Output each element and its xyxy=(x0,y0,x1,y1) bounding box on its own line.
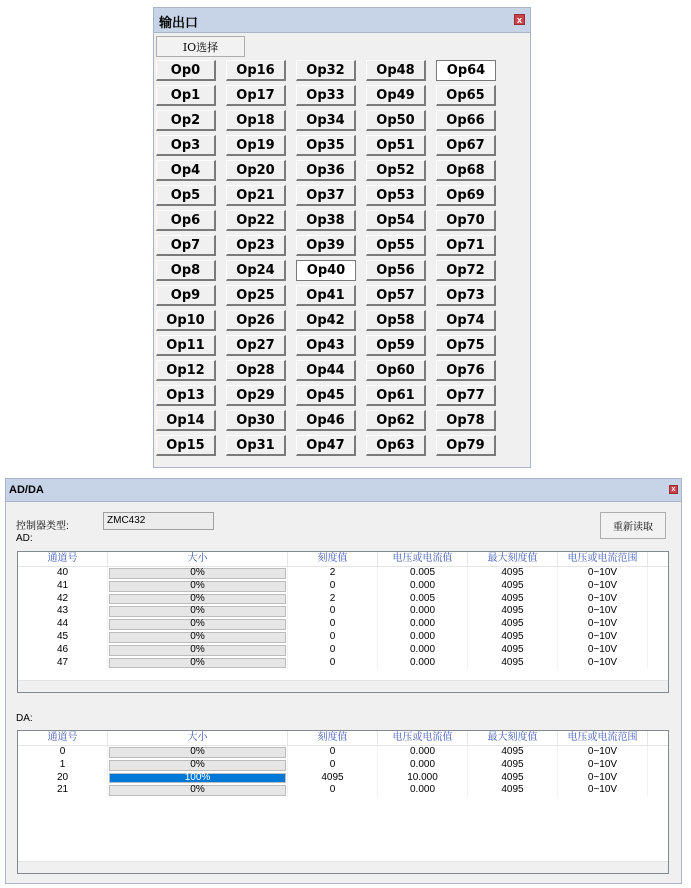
scale-value: 2 xyxy=(288,567,378,580)
column-header[interactable]: 电压或电流范围 xyxy=(558,552,648,566)
output-button[interactable]: Op49 xyxy=(366,85,426,106)
output-button[interactable]: Op39 xyxy=(296,235,356,256)
scale-value: 0 xyxy=(288,657,378,670)
voltage-current-range: 0~10V xyxy=(558,746,648,759)
output-window-titlebar[interactable] xyxy=(154,8,530,33)
output-button[interactable]: Op54 xyxy=(366,210,426,231)
voltage-current-range: 0~10V xyxy=(558,759,648,772)
scale-value: 0 xyxy=(288,618,378,631)
output-button[interactable]: Op0 xyxy=(156,60,216,81)
scale-value: 0 xyxy=(288,631,378,644)
column-header[interactable]: 大小 xyxy=(108,731,288,745)
level-cell xyxy=(108,759,288,772)
voltage-current-value: 0.000 xyxy=(378,759,468,772)
channel-number: 40 xyxy=(18,567,108,580)
output-button[interactable]: Op60 xyxy=(366,360,426,381)
output-button[interactable]: Op35 xyxy=(296,135,356,156)
column-header[interactable]: 刻度值 xyxy=(288,731,378,745)
output-button[interactable]: Op57 xyxy=(366,285,426,306)
output-button[interactable]: Op51 xyxy=(366,135,426,156)
output-button[interactable]: Op69 xyxy=(436,185,496,206)
voltage-current-range: 0~10V xyxy=(558,644,648,657)
output-button[interactable]: Op77 xyxy=(436,385,496,406)
max-scale-value: 4095 xyxy=(468,567,558,580)
column-header[interactable]: 电压或电流范围 xyxy=(558,731,648,745)
output-button[interactable]: Op75 xyxy=(436,335,496,356)
max-scale-value: 4095 xyxy=(468,593,558,606)
max-scale-value: 4095 xyxy=(468,657,558,670)
output-button[interactable]: Op21 xyxy=(226,185,286,206)
output-button[interactable]: Op56 xyxy=(366,260,426,281)
output-button[interactable]: Op29 xyxy=(226,385,286,406)
column-header[interactable]: 电压或电流值 xyxy=(378,552,468,566)
voltage-current-value: 0.000 xyxy=(378,746,468,759)
max-scale-value: 4095 xyxy=(468,644,558,657)
output-button[interactable]: Op13 xyxy=(156,385,216,406)
voltage-current-value: 0.000 xyxy=(378,644,468,657)
level-percent: 0% xyxy=(190,643,205,655)
output-button[interactable]: Op32 xyxy=(296,60,356,81)
output-button[interactable]: Op42 xyxy=(296,310,356,331)
voltage-current-range: 0~10V xyxy=(558,605,648,618)
output-button[interactable]: Op73 xyxy=(436,285,496,306)
output-button[interactable]: Op31 xyxy=(226,435,286,456)
output-button[interactable]: Op10 xyxy=(156,310,216,331)
scale-value: 4095 xyxy=(288,772,378,785)
output-button[interactable]: Op33 xyxy=(296,85,356,106)
table-row[interactable] xyxy=(18,784,668,797)
voltage-current-range: 0~10V xyxy=(558,631,648,644)
column-header-filler xyxy=(648,552,668,566)
table-row[interactable] xyxy=(18,605,668,618)
output-button[interactable]: Op2 xyxy=(156,110,216,131)
output-button[interactable]: Op30 xyxy=(226,410,286,431)
channel-number: 44 xyxy=(18,618,108,631)
output-button[interactable]: Op48 xyxy=(366,60,426,81)
output-button[interactable]: Op64 xyxy=(436,60,496,81)
table-row[interactable] xyxy=(18,593,668,606)
output-button[interactable]: Op50 xyxy=(366,110,426,131)
output-button[interactable]: Op43 xyxy=(296,335,356,356)
table-row[interactable] xyxy=(18,657,668,670)
level-percent: 100% xyxy=(184,771,211,783)
output-button[interactable]: Op3 xyxy=(156,135,216,156)
voltage-current-range: 0~10V xyxy=(558,784,648,797)
adda-window-title: AD/DA xyxy=(9,484,44,496)
output-button[interactable]: Op66 xyxy=(436,110,496,131)
max-scale-value: 4095 xyxy=(468,772,558,785)
scale-value: 0 xyxy=(288,644,378,657)
voltage-current-range: 0~10V xyxy=(558,657,648,670)
voltage-current-value: 0.000 xyxy=(378,618,468,631)
output-button[interactable]: Op44 xyxy=(296,360,356,381)
level-cell xyxy=(108,657,288,670)
da-table-header xyxy=(18,731,668,746)
output-button[interactable]: Op20 xyxy=(226,160,286,181)
close-icon[interactable]: x xyxy=(669,485,678,494)
level-percent: 0% xyxy=(190,656,205,668)
output-button[interactable]: Op55 xyxy=(366,235,426,256)
column-header[interactable]: 通道号 xyxy=(18,731,108,745)
adda-window-titlebar[interactable] xyxy=(6,479,681,502)
channel-number: 45 xyxy=(18,631,108,644)
column-header[interactable]: 电压或电流值 xyxy=(378,731,468,745)
column-header-filler xyxy=(648,731,668,745)
output-button[interactable]: Op72 xyxy=(436,260,496,281)
controller-type-label: 控制器类型: xyxy=(16,521,69,532)
output-window xyxy=(153,7,531,468)
level-percent: 0% xyxy=(190,605,205,617)
output-button[interactable]: Op12 xyxy=(156,360,216,381)
voltage-current-range: 0~10V xyxy=(558,580,648,593)
max-scale-value: 4095 xyxy=(468,746,558,759)
output-button[interactable]: Op26 xyxy=(226,310,286,331)
output-button[interactable]: Op14 xyxy=(156,410,216,431)
output-button[interactable]: Op61 xyxy=(366,385,426,406)
column-header[interactable]: 大小 xyxy=(108,552,288,566)
table-row[interactable] xyxy=(18,580,668,593)
output-window-title: 输出口 xyxy=(159,15,199,30)
voltage-current-value: 0.005 xyxy=(378,593,468,606)
voltage-current-range: 0~10V xyxy=(558,567,648,580)
ad-table[interactable] xyxy=(17,551,669,693)
table-row[interactable] xyxy=(18,772,668,785)
output-button[interactable]: Op47 xyxy=(296,435,356,456)
level-percent: 0% xyxy=(190,758,205,770)
channel-number: 21 xyxy=(18,784,108,797)
channel-number: 0 xyxy=(18,746,108,759)
output-button[interactable]: Op59 xyxy=(366,335,426,356)
adda-window xyxy=(5,478,682,884)
table-row[interactable] xyxy=(18,567,668,580)
scale-value: 0 xyxy=(288,746,378,759)
column-header[interactable]: 通道号 xyxy=(18,552,108,566)
voltage-current-value: 0.005 xyxy=(378,567,468,580)
voltage-current-value: 0.000 xyxy=(378,631,468,644)
output-button[interactable]: Op27 xyxy=(226,335,286,356)
level-percent: 0% xyxy=(190,567,205,578)
channel-number: 20 xyxy=(18,772,108,785)
ad-section-label: AD: xyxy=(16,533,33,544)
scale-value: 0 xyxy=(288,759,378,772)
output-button[interactable]: Op70 xyxy=(436,210,496,231)
level-cell xyxy=(108,618,288,631)
output-button[interactable]: Op23 xyxy=(226,235,286,256)
voltage-current-range: 0~10V xyxy=(558,618,648,631)
scale-value: 2 xyxy=(288,593,378,606)
level-percent: 0% xyxy=(190,579,205,591)
output-button[interactable]: Op4 xyxy=(156,160,216,181)
voltage-current-value: 0.000 xyxy=(378,580,468,593)
controller-type-field[interactable]: ZMC432 xyxy=(103,512,214,530)
output-button[interactable]: Op5 xyxy=(156,185,216,206)
level-cell xyxy=(108,580,288,593)
level-cell xyxy=(108,593,288,606)
max-scale-value: 4095 xyxy=(468,784,558,797)
output-button[interactable]: Op36 xyxy=(296,160,356,181)
output-button[interactable]: Op34 xyxy=(296,110,356,131)
output-button[interactable]: Op9 xyxy=(156,285,216,306)
max-scale-value: 4095 xyxy=(468,631,558,644)
output-button[interactable]: Op38 xyxy=(296,210,356,231)
table-row[interactable] xyxy=(18,644,668,657)
output-button[interactable]: Op24 xyxy=(226,260,286,281)
level-percent: 0% xyxy=(190,630,205,642)
table-row[interactable] xyxy=(18,631,668,644)
channel-number: 1 xyxy=(18,759,108,772)
output-button[interactable]: Op15 xyxy=(156,435,216,456)
output-button[interactable]: Op62 xyxy=(366,410,426,431)
output-button[interactable]: Op6 xyxy=(156,210,216,231)
table-row[interactable] xyxy=(18,746,668,759)
column-header[interactable]: 刻度值 xyxy=(288,552,378,566)
level-cell xyxy=(108,772,288,785)
output-button[interactable]: Op45 xyxy=(296,385,356,406)
voltage-current-value: 0.000 xyxy=(378,784,468,797)
voltage-current-value: 0.000 xyxy=(378,605,468,618)
level-cell xyxy=(108,746,288,759)
output-button[interactable]: Op22 xyxy=(226,210,286,231)
channel-number: 43 xyxy=(18,605,108,618)
da-section-label: DA: xyxy=(16,713,33,724)
output-button[interactable]: Op1 xyxy=(156,85,216,106)
output-button[interactable]: Op19 xyxy=(226,135,286,156)
reread-button[interactable]: 重新读取 xyxy=(600,512,666,539)
output-button[interactable]: Op78 xyxy=(436,410,496,431)
output-button[interactable]: Op65 xyxy=(436,85,496,106)
level-percent: 0% xyxy=(190,784,205,796)
column-header[interactable]: 最大刻度值 xyxy=(468,731,558,745)
da-horizontal-scrollbar[interactable] xyxy=(18,861,668,873)
output-button[interactable]: Op18 xyxy=(226,110,286,131)
da-table-body xyxy=(18,746,668,797)
output-button[interactable]: Op17 xyxy=(226,85,286,106)
output-button[interactable]: Op58 xyxy=(366,310,426,331)
output-button[interactable]: Op40 xyxy=(296,260,356,281)
output-button[interactable]: Op46 xyxy=(296,410,356,431)
output-button[interactable]: Op63 xyxy=(366,435,426,456)
ad-table-body xyxy=(18,567,668,669)
channel-number: 41 xyxy=(18,580,108,593)
ad-horizontal-scrollbar[interactable] xyxy=(18,680,668,692)
output-button[interactable]: Op67 xyxy=(436,135,496,156)
scale-value: 0 xyxy=(288,605,378,618)
level-percent: 0% xyxy=(190,746,205,757)
table-row[interactable] xyxy=(18,618,668,631)
output-button[interactable]: Op52 xyxy=(366,160,426,181)
level-cell xyxy=(108,644,288,657)
output-button[interactable]: Op71 xyxy=(436,235,496,256)
table-row[interactable] xyxy=(18,759,668,772)
level-cell xyxy=(108,631,288,644)
output-button[interactable]: Op41 xyxy=(296,285,356,306)
level-percent: 0% xyxy=(190,618,205,630)
output-button[interactable]: Op28 xyxy=(226,360,286,381)
max-scale-value: 4095 xyxy=(468,759,558,772)
scale-value: 0 xyxy=(288,784,378,797)
output-button[interactable]: Op16 xyxy=(226,60,286,81)
output-button[interactable]: Op53 xyxy=(366,185,426,206)
output-button[interactable]: Op8 xyxy=(156,260,216,281)
max-scale-value: 4095 xyxy=(468,580,558,593)
voltage-current-range: 0~10V xyxy=(558,593,648,606)
io-select-button[interactable]: IO选择 xyxy=(156,36,245,57)
da-table[interactable] xyxy=(17,730,669,874)
output-button[interactable]: Op11 xyxy=(156,335,216,356)
scale-value: 0 xyxy=(288,580,378,593)
channel-number: 42 xyxy=(18,593,108,606)
max-scale-value: 4095 xyxy=(468,618,558,631)
ad-table-header xyxy=(18,552,668,567)
column-header[interactable]: 最大刻度值 xyxy=(468,552,558,566)
output-button[interactable]: Op76 xyxy=(436,360,496,381)
output-button[interactable]: Op74 xyxy=(436,310,496,331)
voltage-current-range: 0~10V xyxy=(558,772,648,785)
output-button[interactable]: Op79 xyxy=(436,435,496,456)
level-cell xyxy=(108,567,288,580)
output-button[interactable]: Op7 xyxy=(156,235,216,256)
level-percent: 0% xyxy=(190,592,205,604)
channel-number: 46 xyxy=(18,644,108,657)
output-button[interactable]: Op68 xyxy=(436,160,496,181)
close-icon[interactable]: x xyxy=(514,14,525,25)
output-button[interactable]: Op37 xyxy=(296,185,356,206)
output-button[interactable]: Op25 xyxy=(226,285,286,306)
max-scale-value: 4095 xyxy=(468,605,558,618)
voltage-current-value: 10.000 xyxy=(378,772,468,785)
level-cell xyxy=(108,784,288,797)
voltage-current-value: 0.000 xyxy=(378,657,468,670)
level-cell xyxy=(108,605,288,618)
channel-number: 47 xyxy=(18,657,108,670)
